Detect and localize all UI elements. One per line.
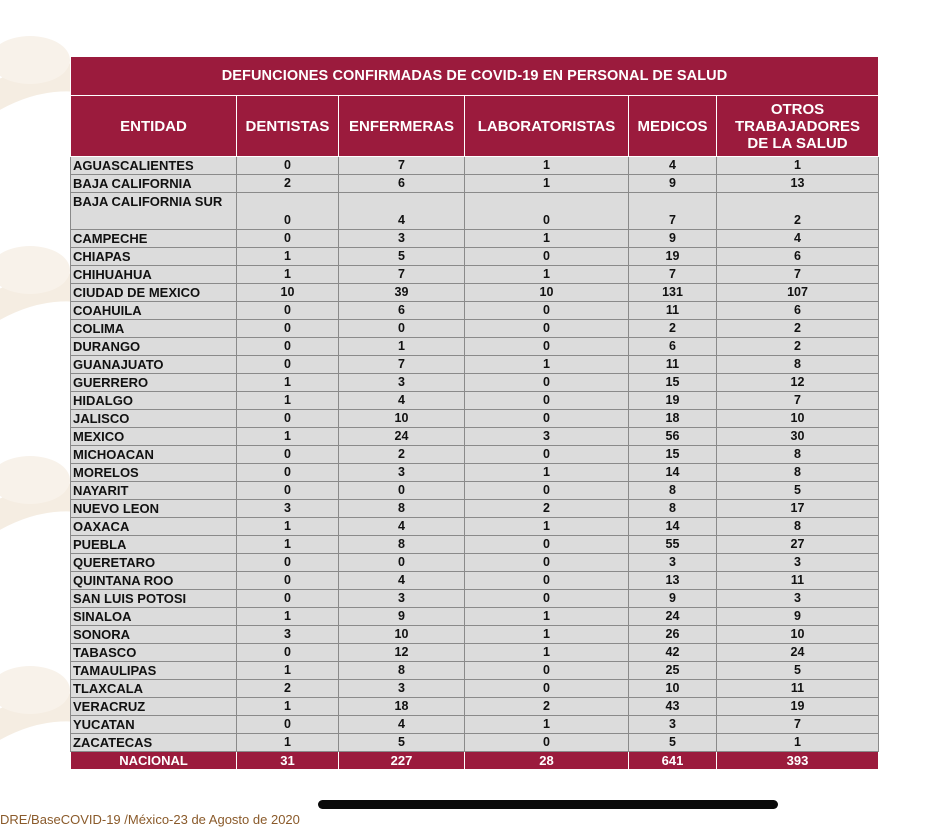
cell-laboratoristas: 1 bbox=[465, 518, 629, 536]
cell-enfermeras: 3 bbox=[339, 464, 465, 482]
cell-laboratoristas: 3 bbox=[465, 428, 629, 446]
cell-entidad: COLIMA bbox=[71, 320, 237, 338]
cell-dentistas: 1 bbox=[237, 428, 339, 446]
cell-medicos: 5 bbox=[629, 734, 717, 752]
cell-otros: 8 bbox=[717, 446, 879, 464]
cell-entidad: BAJA CALIFORNIA SUR bbox=[71, 193, 237, 230]
cell-entidad: MICHOACAN bbox=[71, 446, 237, 464]
cell-otros: 2 bbox=[717, 320, 879, 338]
cell-otros: 7 bbox=[717, 392, 879, 410]
cell-enfermeras: 4 bbox=[339, 392, 465, 410]
table-row bbox=[71, 374, 879, 392]
cell-enfermeras: 3 bbox=[339, 590, 465, 608]
cell-medicos: 42 bbox=[629, 644, 717, 662]
table-row bbox=[71, 266, 879, 284]
cell-otros: 11 bbox=[717, 572, 879, 590]
header-otros-line3: DE LA SALUD bbox=[747, 134, 848, 152]
cell-medicos: 8 bbox=[629, 482, 717, 500]
cell-entidad: QUINTANA ROO bbox=[71, 572, 237, 590]
cell-medicos: 7 bbox=[629, 266, 717, 284]
cell-dentistas: 1 bbox=[237, 266, 339, 284]
cell-medicos: 4 bbox=[629, 157, 717, 175]
header-medicos: MEDICOS bbox=[629, 96, 717, 157]
cell-laboratoristas: 1 bbox=[465, 626, 629, 644]
table-row bbox=[71, 175, 879, 193]
table-title: DEFUNCIONES CONFIRMADAS DE COVID-19 EN PERSONAL DE SALUD bbox=[71, 57, 879, 96]
cell-laboratoristas: 0 bbox=[465, 662, 629, 680]
home-indicator-bar[interactable] bbox=[318, 800, 778, 809]
cell-medicos: 6 bbox=[629, 338, 717, 356]
cell-otros: 24 bbox=[717, 644, 879, 662]
cell-medicos: 15 bbox=[629, 374, 717, 392]
cell-dentistas: 0 bbox=[237, 554, 339, 572]
cell-dentistas: 0 bbox=[237, 320, 339, 338]
cell-medicos: 7 bbox=[629, 193, 717, 230]
cell-otros: 1 bbox=[717, 157, 879, 175]
cell-medicos: 9 bbox=[629, 230, 717, 248]
header-otros-line2: TRABAJADORES bbox=[735, 117, 861, 135]
cell-entidad: COAHUILA bbox=[71, 302, 237, 320]
cell-dentistas: 0 bbox=[237, 338, 339, 356]
table-body bbox=[71, 157, 879, 752]
cell-entidad: SAN LUIS POTOSI bbox=[71, 590, 237, 608]
cell-entidad: CHIAPAS bbox=[71, 248, 237, 266]
table-row bbox=[71, 284, 879, 302]
cell-enfermeras: 8 bbox=[339, 500, 465, 518]
table-row bbox=[71, 392, 879, 410]
table-row bbox=[71, 554, 879, 572]
cell-entidad: GUERRERO bbox=[71, 374, 237, 392]
cell-dentistas: 0 bbox=[237, 410, 339, 428]
table-row bbox=[71, 482, 879, 500]
cell-medicos: 11 bbox=[629, 356, 717, 374]
header-entidad: ENTIDAD bbox=[71, 96, 237, 157]
cell-dentistas: 1 bbox=[237, 392, 339, 410]
cell-laboratoristas: 0 bbox=[465, 193, 629, 230]
cell-otros: 7 bbox=[717, 266, 879, 284]
cell-laboratoristas: 1 bbox=[465, 644, 629, 662]
cell-dentistas: 1 bbox=[237, 698, 339, 716]
cell-otros: 17 bbox=[717, 500, 879, 518]
cell-laboratoristas: 2 bbox=[465, 698, 629, 716]
table-row bbox=[71, 230, 879, 248]
cell-enfermeras: 7 bbox=[339, 266, 465, 284]
cell-dentistas: 1 bbox=[237, 608, 339, 626]
table-row bbox=[71, 193, 879, 230]
table-row bbox=[71, 662, 879, 680]
table-row bbox=[71, 734, 879, 752]
cell-enfermeras: 4 bbox=[339, 518, 465, 536]
cell-laboratoristas: 0 bbox=[465, 248, 629, 266]
cell-laboratoristas: 1 bbox=[465, 356, 629, 374]
total-laboratoristas: 28 bbox=[465, 752, 629, 770]
cell-laboratoristas: 0 bbox=[465, 680, 629, 698]
cell-medicos: 2 bbox=[629, 320, 717, 338]
cell-enfermeras: 2 bbox=[339, 446, 465, 464]
cell-medicos: 3 bbox=[629, 716, 717, 734]
cell-dentistas: 1 bbox=[237, 248, 339, 266]
cell-otros: 5 bbox=[717, 482, 879, 500]
cell-enfermeras: 0 bbox=[339, 482, 465, 500]
cell-medicos: 19 bbox=[629, 392, 717, 410]
table-row bbox=[71, 248, 879, 266]
cell-enfermeras: 6 bbox=[339, 175, 465, 193]
table-row bbox=[71, 500, 879, 518]
cell-dentistas: 0 bbox=[237, 230, 339, 248]
deaths-table bbox=[70, 56, 879, 770]
table-row bbox=[71, 536, 879, 554]
cell-entidad: HIDALGO bbox=[71, 392, 237, 410]
table-row bbox=[71, 590, 879, 608]
cell-otros: 19 bbox=[717, 698, 879, 716]
cell-enfermeras: 7 bbox=[339, 157, 465, 175]
table-row bbox=[71, 572, 879, 590]
cell-enfermeras: 0 bbox=[339, 554, 465, 572]
cell-entidad: CIUDAD DE MEXICO bbox=[71, 284, 237, 302]
cell-dentistas: 0 bbox=[237, 157, 339, 175]
cell-entidad: GUANAJUATO bbox=[71, 356, 237, 374]
table-row bbox=[71, 410, 879, 428]
cell-entidad: TABASCO bbox=[71, 644, 237, 662]
cell-enfermeras: 8 bbox=[339, 536, 465, 554]
cell-laboratoristas: 0 bbox=[465, 302, 629, 320]
cell-medicos: 18 bbox=[629, 410, 717, 428]
table-row bbox=[71, 356, 879, 374]
cell-entidad: SINALOA bbox=[71, 608, 237, 626]
cell-dentistas: 1 bbox=[237, 374, 339, 392]
table-row bbox=[71, 338, 879, 356]
cell-entidad: AGUASCALIENTES bbox=[71, 157, 237, 175]
cell-otros: 10 bbox=[717, 410, 879, 428]
cell-otros: 30 bbox=[717, 428, 879, 446]
cell-dentistas: 3 bbox=[237, 500, 339, 518]
cell-otros: 8 bbox=[717, 518, 879, 536]
cell-enfermeras: 0 bbox=[339, 320, 465, 338]
table-row bbox=[71, 608, 879, 626]
cell-otros: 10 bbox=[717, 626, 879, 644]
cell-medicos: 15 bbox=[629, 446, 717, 464]
cell-entidad: JALISCO bbox=[71, 410, 237, 428]
cell-medicos: 43 bbox=[629, 698, 717, 716]
cell-laboratoristas: 1 bbox=[465, 266, 629, 284]
cell-otros: 1 bbox=[717, 734, 879, 752]
cell-laboratoristas: 0 bbox=[465, 482, 629, 500]
cell-dentistas: 3 bbox=[237, 626, 339, 644]
cell-dentistas: 1 bbox=[237, 662, 339, 680]
cell-otros: 8 bbox=[717, 464, 879, 482]
cell-laboratoristas: 10 bbox=[465, 284, 629, 302]
cell-enfermeras: 10 bbox=[339, 410, 465, 428]
total-entidad: NACIONAL bbox=[71, 752, 237, 770]
cell-laboratoristas: 1 bbox=[465, 464, 629, 482]
cell-entidad: TLAXCALA bbox=[71, 680, 237, 698]
cell-otros: 8 bbox=[717, 356, 879, 374]
cell-dentistas: 0 bbox=[237, 193, 339, 230]
cell-dentistas: 10 bbox=[237, 284, 339, 302]
cell-laboratoristas: 1 bbox=[465, 608, 629, 626]
cell-otros: 13 bbox=[717, 175, 879, 193]
cell-laboratoristas: 1 bbox=[465, 230, 629, 248]
deaths-table-container bbox=[70, 56, 878, 770]
cell-otros: 11 bbox=[717, 680, 879, 698]
cell-medicos: 25 bbox=[629, 662, 717, 680]
cell-otros: 5 bbox=[717, 662, 879, 680]
cell-entidad: QUERETARO bbox=[71, 554, 237, 572]
cell-dentistas: 1 bbox=[237, 518, 339, 536]
cell-otros: 12 bbox=[717, 374, 879, 392]
cell-medicos: 8 bbox=[629, 500, 717, 518]
cell-laboratoristas: 0 bbox=[465, 410, 629, 428]
cell-medicos: 26 bbox=[629, 626, 717, 644]
cell-enfermeras: 3 bbox=[339, 230, 465, 248]
cell-entidad: OAXACA bbox=[71, 518, 237, 536]
cell-enfermeras: 1 bbox=[339, 338, 465, 356]
total-enfermeras: 227 bbox=[339, 752, 465, 770]
cell-entidad: TAMAULIPAS bbox=[71, 662, 237, 680]
cell-laboratoristas: 0 bbox=[465, 374, 629, 392]
cell-dentistas: 0 bbox=[237, 356, 339, 374]
total-row bbox=[71, 752, 879, 770]
cell-medicos: 55 bbox=[629, 536, 717, 554]
header-otros bbox=[717, 96, 879, 157]
cell-entidad: MORELOS bbox=[71, 464, 237, 482]
total-medicos: 641 bbox=[629, 752, 717, 770]
cell-enfermeras: 39 bbox=[339, 284, 465, 302]
table-row bbox=[71, 446, 879, 464]
table-row bbox=[71, 644, 879, 662]
cell-entidad: ZACATECAS bbox=[71, 734, 237, 752]
cell-medicos: 56 bbox=[629, 428, 717, 446]
cell-medicos: 14 bbox=[629, 518, 717, 536]
cell-medicos: 3 bbox=[629, 554, 717, 572]
cell-medicos: 9 bbox=[629, 590, 717, 608]
cell-dentistas: 0 bbox=[237, 302, 339, 320]
cell-dentistas: 0 bbox=[237, 446, 339, 464]
cell-laboratoristas: 0 bbox=[465, 590, 629, 608]
cell-entidad: CHIHUAHUA bbox=[71, 266, 237, 284]
cell-enfermeras: 3 bbox=[339, 680, 465, 698]
cell-medicos: 11 bbox=[629, 302, 717, 320]
cell-otros: 3 bbox=[717, 590, 879, 608]
table-row bbox=[71, 464, 879, 482]
cell-laboratoristas: 0 bbox=[465, 338, 629, 356]
cell-dentistas: 0 bbox=[237, 572, 339, 590]
cell-entidad: PUEBLA bbox=[71, 536, 237, 554]
cell-entidad: YUCATAN bbox=[71, 716, 237, 734]
cell-otros: 107 bbox=[717, 284, 879, 302]
cell-entidad: SONORA bbox=[71, 626, 237, 644]
header-laboratoristas: LABORATORISTAS bbox=[465, 96, 629, 157]
cell-enfermeras: 24 bbox=[339, 428, 465, 446]
cell-enfermeras: 7 bbox=[339, 356, 465, 374]
header-enfermeras: ENFERMERAS bbox=[339, 96, 465, 157]
table-row bbox=[71, 626, 879, 644]
cell-enfermeras: 9 bbox=[339, 608, 465, 626]
cell-otros: 3 bbox=[717, 554, 879, 572]
cell-medicos: 13 bbox=[629, 572, 717, 590]
cell-enfermeras: 3 bbox=[339, 374, 465, 392]
cell-laboratoristas: 0 bbox=[465, 536, 629, 554]
header-otros-line1: OTROS bbox=[770, 100, 825, 118]
table-row bbox=[71, 320, 879, 338]
cell-entidad: NUEVO LEON bbox=[71, 500, 237, 518]
table-row bbox=[71, 157, 879, 175]
source-note: DRE/BaseCOVID-19 /México-23 de Agosto de 2020 bbox=[0, 812, 300, 827]
cell-entidad: NAYARIT bbox=[71, 482, 237, 500]
cell-medicos: 19 bbox=[629, 248, 717, 266]
table-row bbox=[71, 518, 879, 536]
cell-otros: 6 bbox=[717, 248, 879, 266]
cell-dentistas: 0 bbox=[237, 464, 339, 482]
cell-dentistas: 2 bbox=[237, 175, 339, 193]
cell-entidad: DURANGO bbox=[71, 338, 237, 356]
cell-laboratoristas: 1 bbox=[465, 175, 629, 193]
cell-laboratoristas: 1 bbox=[465, 157, 629, 175]
table-row bbox=[71, 428, 879, 446]
cell-entidad: BAJA CALIFORNIA bbox=[71, 175, 237, 193]
cell-enfermeras: 5 bbox=[339, 734, 465, 752]
cell-otros: 27 bbox=[717, 536, 879, 554]
cell-otros: 6 bbox=[717, 302, 879, 320]
table-row bbox=[71, 680, 879, 698]
cell-otros: 4 bbox=[717, 230, 879, 248]
cell-dentistas: 0 bbox=[237, 482, 339, 500]
cell-laboratoristas: 1 bbox=[465, 716, 629, 734]
cell-dentistas: 2 bbox=[237, 680, 339, 698]
cell-enfermeras: 4 bbox=[339, 572, 465, 590]
cell-entidad: CAMPECHE bbox=[71, 230, 237, 248]
cell-entidad: MEXICO bbox=[71, 428, 237, 446]
total-dentistas: 31 bbox=[237, 752, 339, 770]
cell-dentistas: 0 bbox=[237, 716, 339, 734]
cell-enfermeras: 4 bbox=[339, 193, 465, 230]
cell-enfermeras: 10 bbox=[339, 626, 465, 644]
cell-enfermeras: 5 bbox=[339, 248, 465, 266]
cell-medicos: 10 bbox=[629, 680, 717, 698]
cell-laboratoristas: 0 bbox=[465, 734, 629, 752]
cell-entidad: VERACRUZ bbox=[71, 698, 237, 716]
cell-otros: 9 bbox=[717, 608, 879, 626]
cell-laboratoristas: 0 bbox=[465, 446, 629, 464]
cell-medicos: 9 bbox=[629, 175, 717, 193]
cell-dentistas: 1 bbox=[237, 536, 339, 554]
cell-laboratoristas: 0 bbox=[465, 554, 629, 572]
cell-laboratoristas: 0 bbox=[465, 320, 629, 338]
cell-medicos: 131 bbox=[629, 284, 717, 302]
cell-dentistas: 1 bbox=[237, 734, 339, 752]
cell-laboratoristas: 2 bbox=[465, 500, 629, 518]
cell-enfermeras: 4 bbox=[339, 716, 465, 734]
cell-enfermeras: 6 bbox=[339, 302, 465, 320]
cell-otros: 7 bbox=[717, 716, 879, 734]
cell-otros: 2 bbox=[717, 193, 879, 230]
cell-medicos: 24 bbox=[629, 608, 717, 626]
cell-otros: 2 bbox=[717, 338, 879, 356]
cell-laboratoristas: 0 bbox=[465, 572, 629, 590]
cell-dentistas: 0 bbox=[237, 590, 339, 608]
cell-enfermeras: 18 bbox=[339, 698, 465, 716]
cell-laboratoristas: 0 bbox=[465, 392, 629, 410]
total-otros: 393 bbox=[717, 752, 879, 770]
cell-dentistas: 0 bbox=[237, 644, 339, 662]
table-row bbox=[71, 698, 879, 716]
cell-medicos: 14 bbox=[629, 464, 717, 482]
header-dentistas: DENTISTAS bbox=[237, 96, 339, 157]
cell-enfermeras: 12 bbox=[339, 644, 465, 662]
cell-enfermeras: 8 bbox=[339, 662, 465, 680]
table-row bbox=[71, 302, 879, 320]
table-row bbox=[71, 716, 879, 734]
